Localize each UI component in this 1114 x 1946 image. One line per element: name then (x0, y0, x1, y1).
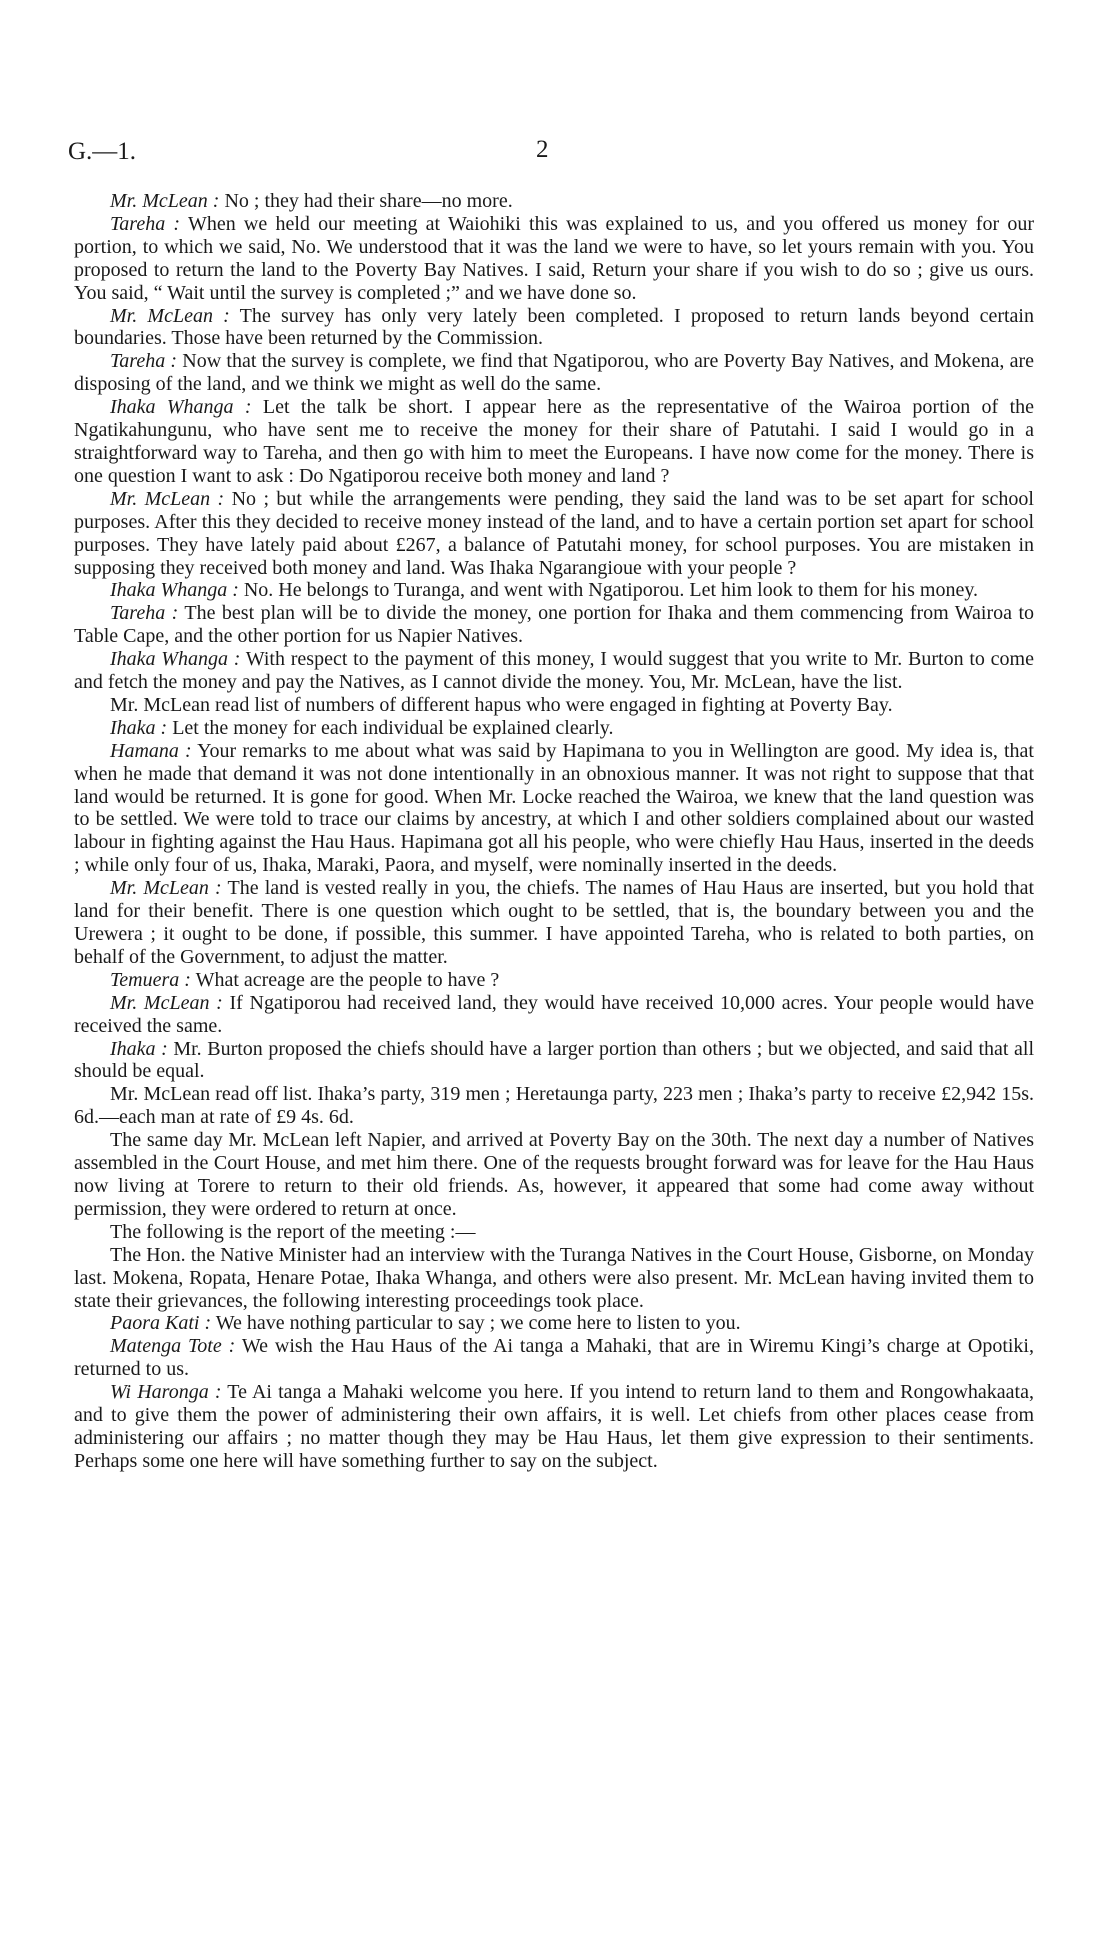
speaker: Ihaka : (110, 716, 168, 739)
paragraph (74, 1381, 1034, 1473)
paragraph (74, 1221, 1034, 1244)
speaker: Hamana : (110, 739, 192, 762)
paragraph-text: The Hon. the Native Minister had an interview with the Turanga Natives in the Court House, Gisborne, on Monday last. Mokena, Ropata, Henare Potae, Ihaka Whanga, and others were also present. Mr. McLean having invited them to state their grievances, the following interesting proceedings took place. (74, 1243, 1034, 1312)
paragraph (74, 1244, 1034, 1313)
paragraph-text: No. He belongs to Turanga, and went with Ngatiporou. Let him look to them for his money. (238, 579, 979, 602)
page-number: 2 (536, 136, 549, 163)
paragraph-text: No ; they had their share—no more. (219, 190, 513, 212)
paragraph-text: Te Ai tanga a Mahaki welcome you here. If you intend to return land to them and Rongowhakaata, and to give them the power of administering their own affairs, it is well. Let chiefs from other places cease from administering our affairs ; no matter though they may be Hau Haus, let them give expression to their sentiments. Perhaps some one here will have something further to say on the subject. (74, 1381, 1034, 1472)
paragraph-text: Let the money for each individual be explained clearly. (167, 716, 614, 739)
paragraph (74, 396, 1034, 488)
paragraph-text: No ; but while the arrangements were pending, they said the land was to be set apart for school purposes. After this they decided to receive money instead of the land, and to have a certain portion set apart for school purposes. They have lately paid about £267, a balance of Patutahi money, for school purposes. You are mistaken in supposing they received both money and land. Was Ihaka Ngarangioue with your people ? (74, 487, 1034, 579)
paragraph (74, 992, 1034, 1038)
paragraph-text: We wish the Hau Haus of the Ai tanga a Mahaki, that are in Wiremu Kingi’s charge at Opotiki, returned to us. (74, 1335, 1034, 1381)
paragraph-text: Now that the survey is complete, we find that Ngatiporou, who are Poverty Bay Natives, and Mokena, are disposing of the land, and we think we might as well do the same. (74, 350, 1034, 396)
paragraph (74, 1038, 1034, 1084)
speaker: Tareha : (110, 212, 181, 235)
speaker: Paora Kati : (110, 1312, 212, 1335)
speaker: Mr. McLean : (110, 304, 230, 327)
paragraph-text: Mr. McLean read off list. Ihaka’s party, 319 men ; Heretaunga party, 223 men ; Ihaka’s party to receive £2,942 15s. 6d.—each man at rate of £9 4s. 6d. (74, 1083, 1034, 1129)
page-reference: G.—1. (68, 138, 137, 165)
speaker: Tareha : (110, 350, 178, 373)
paragraph-text: If Ngatiporou had received land, they would have received 10,000 acres. Your people would have received the same. (74, 991, 1034, 1037)
paragraph-text: When we held our meeting at Waiohiki this was explained to us, and you offered us money for our portion, to which we said, No. We understood that it was the land we were to have, so let yours remain with you. You proposed to return the land to the Poverty Bay Natives. I said, Return your share if you wish to do so ; give us ours. You said, “ Wait until the survey is completed ;” and we have done so. (74, 212, 1034, 304)
paragraph (74, 579, 1034, 602)
paragraph (74, 190, 1034, 213)
paragraph-text: The land is vested really in you, the chiefs. The names of Hau Haus are inserted, but you hold that land for their benefit. There is one question which ought to be settled, that is, the boundary between you and the Urewera ; it ought to be done, if possible, this summer. I have appointed Tareha, who is related to both parties, on behalf of the Government, to adjust the matter. (74, 877, 1034, 968)
body-text (74, 190, 1034, 1473)
paragraph-text: The following is the report of the meeting :— (110, 1220, 476, 1243)
speaker: Ihaka : (110, 1037, 168, 1060)
paragraph (74, 213, 1034, 305)
paragraph-text: The survey has only very lately been completed. I proposed to return lands beyond certain boundaries. Those have been returned by the Commission. (74, 304, 1034, 350)
paragraph-text: Your remarks to me about what was said by Hapimana to you in Wellington are good. My idea is, that when he made that demand it was not done intentionally in an obnoxious manner. It was not right to suppose that that land would be returned. It is gone for good. When Mr. Locke reached the Wairoa, we knew that the land question was to be settled. We were told to trace our claims by ancestry, at which I and other soldiers complained about our wasted labour in fighting against the Hau Haus. Hapimana got all his people, who were chiefly Hau Haus, inserted in the deeds ; while only four of us, Ihaka, Maraki, Paora, and myself, were nominally inserted in the deeds. (74, 739, 1034, 877)
paragraph (74, 488, 1034, 580)
speaker: Mr. McLean : (110, 190, 220, 212)
speaker: Matenga Tote : (110, 1335, 236, 1358)
paragraph-text: Mr. McLean read list of numbers of different hapus who were engaged in fighting at Poverty Bay. (110, 693, 893, 716)
paragraph (74, 350, 1034, 396)
speaker: Mr. McLean : (110, 991, 223, 1014)
paragraph (74, 1129, 1034, 1221)
paragraph-text: We have nothing particular to say ; we come here to listen to you. (211, 1312, 741, 1335)
paragraph (74, 648, 1034, 694)
speaker: Ihaka Whanga : (110, 648, 241, 671)
paragraph-text: With respect to the payment of this money, I would suggest that you write to Mr. Burton to come and fetch the money and pay the Natives, as I cannot divide the money. You, Mr. McLean, have the list. (74, 648, 1034, 694)
paragraph (74, 1312, 1034, 1335)
paragraph (74, 1083, 1034, 1129)
speaker: Tareha : (110, 602, 179, 625)
paragraph (74, 877, 1034, 969)
paragraph (74, 602, 1034, 648)
speaker: Ihaka Whanga : (110, 396, 252, 419)
paragraph-text: Mr. Burton proposed the chiefs should have a larger portion than others ; but we objected, and said that all should be equal. (74, 1037, 1034, 1083)
speaker: Wi Haronga : (110, 1381, 222, 1404)
speaker: Ihaka Whanga : (110, 579, 239, 602)
paragraph (74, 717, 1034, 740)
paragraph-text: The same day Mr. McLean left Napier, and arrived at Poverty Bay on the 30th. The next day a number of Natives assembled in the Court House, and met him there. One of the requests brought forward was for leave for the Hau Haus now living at Torere to return to their old friends. As, however, it appeared that some had come away without permission, they were ordered to return at once. (74, 1129, 1034, 1220)
speaker: Mr. McLean : (110, 877, 222, 900)
paragraph-text: Let the talk be short. I appear here as the representative of the Wairoa portion of the Ngatikahungunu, who have sent me to receive the money for their share of Patutahi. I said I would go in a straightforward way to Tareha, and then go with him to meet the Europeans. I have now come for the money. There is one question I want to ask : Do Ngatiporou receive both money and land ? (74, 396, 1035, 487)
paragraph (74, 969, 1034, 992)
speaker: Mr. McLean : (110, 487, 225, 510)
paragraph (74, 305, 1034, 351)
paragraph-text: The best plan will be to divide the money, one portion for Ihaka and them commencing from Wairoa to Table Cape, and the other portion for us Napier Natives. (74, 602, 1034, 648)
paragraph-text: What acreage are the people to have ? (190, 968, 500, 991)
paragraph (74, 694, 1034, 717)
paragraph (74, 740, 1034, 877)
paragraph (74, 1335, 1034, 1381)
speaker: Temuera : (110, 968, 191, 991)
